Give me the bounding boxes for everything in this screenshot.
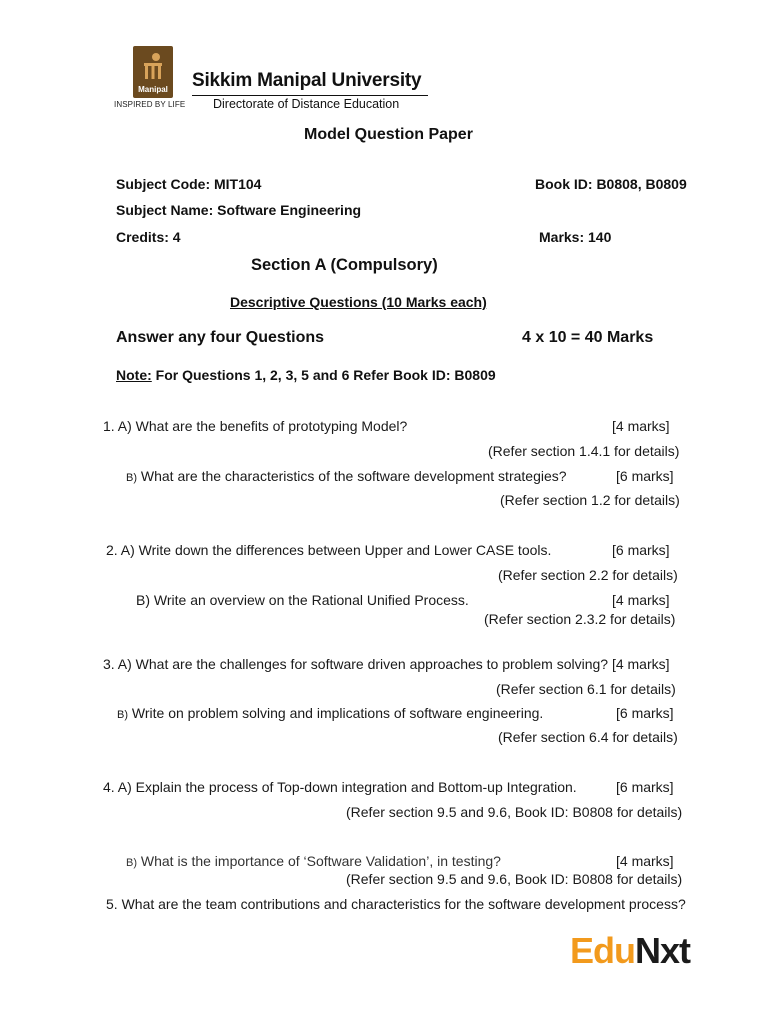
subject-code: Subject Code: MIT104: [116, 176, 262, 192]
credits: Credits: 4: [116, 229, 181, 245]
question-1b-prefix: B): [126, 472, 137, 484]
question-2a-marks: [6 marks]: [612, 542, 670, 558]
question-4a: 4. A) Explain the process of Top-down integration and Bottom-up Integration.: [103, 779, 577, 795]
tagline: INSPIRED BY LIFE: [114, 100, 186, 109]
descriptive-heading: Descriptive Questions (10 Marks each): [230, 294, 487, 310]
marks-calculation: 4 x 10 = 40 Marks: [522, 329, 654, 346]
question-5: 5. What are the team contributions and characteristics for the software development process?: [106, 896, 686, 912]
edunext-logo: [570, 930, 690, 972]
manipal-emblem-icon: [140, 51, 166, 81]
directorate-name: Directorate of Distance Education: [213, 97, 400, 111]
book-id: Book ID: B0808, B0809: [535, 176, 687, 192]
question-4a-marks: [6 marks]: [616, 779, 674, 795]
section-heading: Section A (Compulsory): [251, 256, 438, 274]
question-4b-text: What is the importance of ‘Software Validation’, in testing?: [137, 853, 501, 869]
question-3b-marks: [6 marks]: [616, 705, 674, 721]
question-2b-marks: [4 marks]: [612, 592, 670, 608]
question-1a-marks: [4 marks]: [612, 418, 670, 434]
edunext-logo-next: Nxt: [635, 930, 691, 971]
question-2a: 2. A) Write down the differences between Upper and Lower CASE tools.: [106, 542, 552, 558]
logo-text: Manipal: [138, 85, 168, 94]
question-3b-prefix: B): [117, 709, 128, 721]
question-3b-text: Write on problem solving and implications of software engineering.: [128, 705, 544, 721]
question-1b-ref: (Refer section 1.2 for details): [500, 492, 680, 508]
subject-name: Subject Name: Software Engineering: [116, 202, 362, 218]
question-4b: [126, 853, 501, 869]
question-1b: [126, 468, 567, 484]
question-2b-ref: (Refer section 2.3.2 for details): [484, 611, 676, 627]
answer-instruction: Answer any four Questions: [116, 329, 325, 346]
question-4a-ref: (Refer section 9.5 and 9.6, Book ID: B0808 for details): [346, 804, 683, 820]
question-3a: 3. A) What are the challenges for software driven approaches to problem solving? [4 marks]: [103, 656, 670, 672]
question-4b-marks: [4 marks]: [616, 853, 674, 869]
university-name: Sikkim Manipal University: [192, 70, 422, 91]
question-3a-ref: (Refer section 6.1 for details): [496, 681, 676, 697]
note-label: Note:: [116, 367, 152, 383]
question-4b-prefix: B): [126, 857, 137, 869]
question-4b-ref: (Refer section 9.5 and 9.6, Book ID: B0808 for details): [346, 871, 683, 887]
question-2b: B) Write an overview on the Rational Unified Process.: [136, 592, 469, 608]
question-2a-ref: (Refer section 2.2 for details): [498, 567, 678, 583]
question-1b-marks: [6 marks]: [616, 468, 674, 484]
note: [116, 367, 496, 383]
page-title: Model Question Paper: [304, 126, 473, 143]
question-3b: [117, 705, 543, 721]
note-text: For Questions 1, 2, 3, 5 and 6 Refer Book ID: B0809: [151, 367, 496, 383]
total-marks: Marks: 140: [539, 229, 612, 245]
question-1a: 1. A) What are the benefits of prototyping Model?: [103, 418, 408, 434]
edunext-logo-edu: Edu: [570, 930, 635, 971]
header-divider: [192, 95, 428, 96]
manipal-logo: [133, 46, 173, 98]
question-3b-ref: (Refer section 6.4 for details): [498, 729, 678, 745]
question-1b-text: What are the characteristics of the software development strategies?: [137, 468, 567, 484]
question-1a-ref: (Refer section 1.4.1 for details): [488, 443, 680, 459]
